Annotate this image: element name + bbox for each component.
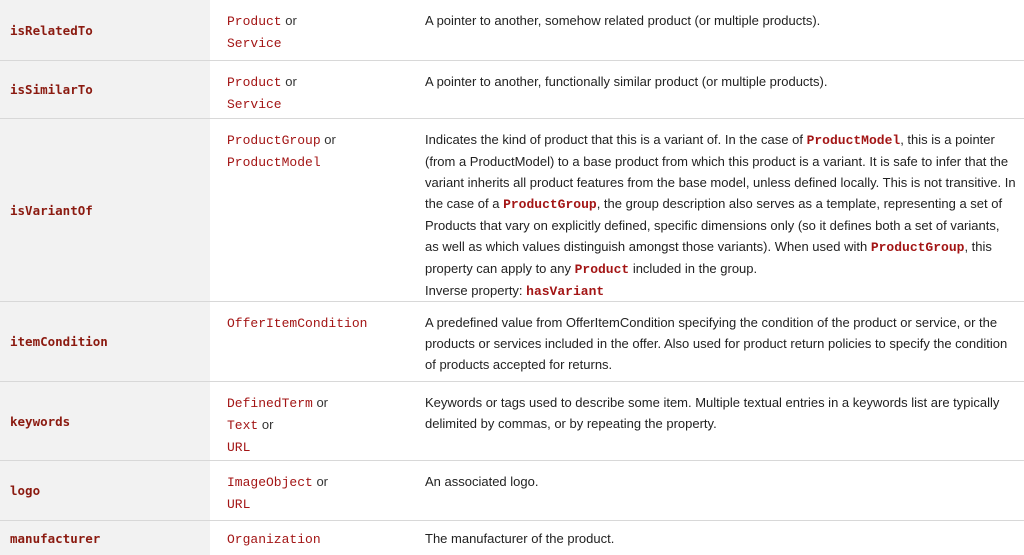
property-cell <box>0 0 210 60</box>
description-text: , the group description also serves as a template, representing a set of <box>596 196 1003 211</box>
or-text: or <box>285 74 297 89</box>
description-text: Products that vary on explicitly defined, specific dimensions only (so it defines both a set of variants, <box>425 218 1000 233</box>
expected-type-cell <box>210 61 408 118</box>
type-link[interactable]: OfferItemCondition <box>227 316 368 331</box>
property-name-link[interactable]: isVariantOf <box>10 202 93 218</box>
property-name-link[interactable]: itemCondition <box>10 334 108 349</box>
property-cell <box>0 521 210 555</box>
table-row <box>0 520 1024 555</box>
inline-type-link[interactable]: ProductGroup <box>503 197 597 212</box>
description-text: An associated logo. <box>425 474 539 489</box>
description-text: the case of a <box>425 196 504 211</box>
property-cell <box>0 61 210 118</box>
description-text: A predefined value from OfferItemCondition specifying the condition of the product or service, or the <box>425 315 998 330</box>
property-name-link[interactable]: isSimilarTo <box>10 82 93 97</box>
description-text: delimited by commas, or by repeating the property. <box>425 416 717 431</box>
description-text: Indicates the kind of product that this is a variant of. In the case of <box>425 132 807 147</box>
or-text: or <box>324 132 336 147</box>
property-cell <box>0 461 210 520</box>
table-row <box>0 460 1024 520</box>
description-text: (from a ProductModel) to a base product from which this product is a variant. It is safe to infer that the <box>425 154 1009 169</box>
description-text: products or services included in the offer. Also used for product return policies to specify the condition <box>425 336 1008 351</box>
expected-type-cell <box>210 461 408 520</box>
description-cell <box>408 0 1024 60</box>
table-row <box>0 60 1024 118</box>
expected-type-cell <box>210 382 408 460</box>
description-text: included in the group. <box>629 261 758 276</box>
type-link[interactable]: URL <box>227 440 251 455</box>
type-link[interactable]: Product <box>227 14 282 29</box>
property-cell <box>0 119 210 301</box>
expected-type-cell <box>210 119 408 301</box>
type-link[interactable]: ProductModel <box>227 155 321 170</box>
type-link[interactable]: ImageObject <box>227 475 313 490</box>
or-text: or <box>316 395 329 410</box>
inline-type-link[interactable]: ProductModel <box>806 133 901 148</box>
inverse-property-link[interactable]: hasVariant <box>526 284 605 299</box>
property-cell <box>0 302 210 381</box>
property-name-link[interactable]: keywords <box>10 413 71 429</box>
description-text: A pointer to another, functionally similar product (or multiple products). <box>425 74 828 89</box>
expected-type-cell <box>210 302 408 381</box>
type-link[interactable]: Service <box>227 36 282 51</box>
property-name-link[interactable]: isRelatedTo <box>10 22 93 38</box>
table-row <box>0 381 1024 460</box>
property-name-link[interactable]: logo <box>10 483 41 498</box>
description-text: Keywords or tags used to describe some item. Multiple textual entries in a keywords list are typically <box>425 395 1000 410</box>
description-text: variant inherits all product features from the base model, unless defined locally. This is not transitive. In <box>425 175 1016 190</box>
type-link[interactable]: Product <box>227 75 282 90</box>
description-text: , this <box>964 239 992 254</box>
type-link[interactable]: Text <box>227 418 259 433</box>
inline-type-link[interactable]: Product <box>574 262 630 277</box>
description-text: The manufacturer of the product. <box>425 531 615 546</box>
table-row <box>0 0 1024 60</box>
description-text: of products accepted for returns. <box>425 357 613 372</box>
or-text: or <box>285 13 297 28</box>
type-link[interactable]: URL <box>227 497 251 512</box>
inline-type-link[interactable]: ProductGroup <box>870 240 965 255</box>
table-row <box>0 301 1024 381</box>
expected-type-cell <box>210 521 408 555</box>
type-link[interactable]: Organization <box>227 532 321 547</box>
inverse-property-label: Inverse property: <box>425 283 527 298</box>
description-cell <box>408 461 1024 520</box>
type-link[interactable]: DefinedTerm <box>227 396 313 411</box>
description-cell <box>408 61 1024 118</box>
or-text: or <box>261 417 274 432</box>
description-text: property can apply to any <box>425 261 575 276</box>
or-text: or <box>316 474 329 489</box>
property-name-link[interactable]: manufacturer <box>10 530 101 546</box>
type-link[interactable]: Service <box>227 97 282 112</box>
description-cell <box>408 382 1024 460</box>
description-cell <box>408 521 1024 555</box>
description-cell <box>408 119 1024 301</box>
type-link[interactable]: ProductGroup <box>227 133 321 148</box>
description-text: , this is a pointer <box>900 132 995 147</box>
description-text: A pointer to another, somehow related product (or multiple products). <box>425 13 821 28</box>
description-text: as well as which values distinguish amongst those variants). When used with <box>425 239 871 254</box>
property-cell <box>0 382 210 460</box>
expected-type-cell <box>210 0 408 60</box>
table-row <box>0 118 1024 301</box>
description-cell <box>408 302 1024 381</box>
